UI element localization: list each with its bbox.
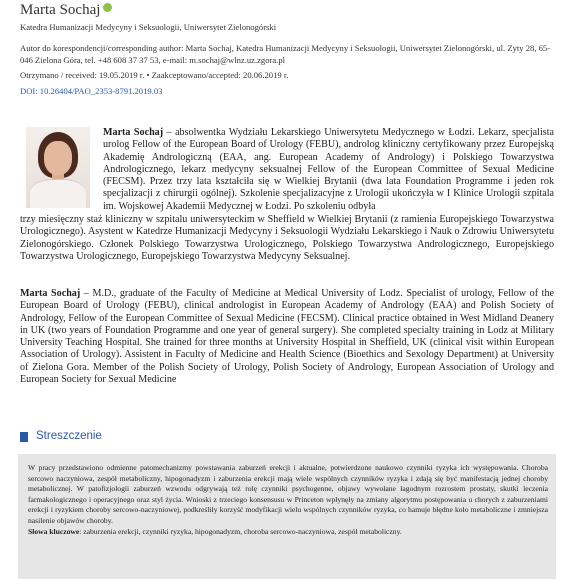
- abstract-body: W pracy przedstawiono odmienne patomechanizmy powstawania zaburzeń erekcji i aktualne, potwierdzone naukowo czynniki ryzyka ich występowania. Choroba sercowo naczyniowa, zespół metaboliczny, hipogonadyzm i zaburzenia erekcji mają wiele wspólnych czynników ryzyka i zdają się być manifestacją jednej choroby metabolicznej. W patofizjologii zaburzeń wzwodu odgrywają też rolę czynniki psychogenne, objawy wywołane łagodnym rozrostem prostaty, skutki leczenia farmakologicznego i operacyjnego oraz styl życia. Wnioski z trzeciego konsensusu w Princeton wpłynęły na zmiany algorytmu postępowania u chorych z zaburzeniami erekcji i ryzykiem choroby sercowo-naczyniowej, podkreśliły korzyść modyfikacji wielu wspólnych czynników ryzyka, co hamuje błędne koło metaboliczne i zmniejsza nasilenie objawów choroby.: [28, 463, 548, 525]
- abstract-heading: Streszczenie: [36, 430, 102, 442]
- keywords-list: : zaburzenia erekcji, czynniki ryzyka, hipogonadyzm, choroba sercowo-naczyniowa, zespół metaboliczny.: [79, 526, 402, 536]
- bio-english: [20, 288, 554, 386]
- section-marker-icon: [20, 432, 28, 442]
- received-accepted-dates: Otrzymano / received: 19.05.2019 r. • Zaakceptowano/accepted: 20.06.2019 r.: [20, 70, 289, 80]
- corresponding-author: Autor do korespondencji/corresponding author: Marta Sochaj, Katedra Humanizacji Medycyny i Seksuologii, Uniwersytet Zielonogórski, ul. Zyty 28, 65-046 Zielona Góra, tel. +48 608 37 37 53, e-mail: m.sochaj@wlnz.uz.zgora.pl: [20, 43, 551, 65]
- bio-polish-text: – absolwentka Wydziału Lekarskiego Uniwersytetu Medycznego w Łodzi. Lekarz, specjalista urolog Fellow of the European Board of Urology (FEBU), androlog kliniczny certyfikowany przez Europejską Akademię Andrologiczną (EAA, ang. European Academy of Andrology) i Polskiego Towarzystwa Andrologicznego, lekarz medycyny seksualnej Fellow of the European Committee of Sexual Medicine (FECSM). Przez trzy lata kształciła się w Wielkiej Brytanii (dwa lata Foundation Programme i jeden rok specjalizacji z chirurgii ogólnej). Szkolenie specjalizacyjne z Urologii ukończyła w I Klinice Urologii szpitala im. Wojskowej Akademii Medycznej w Łodzi. Po szkoleniu odbyła: [103, 127, 554, 212]
- author-photo: [26, 127, 90, 208]
- orcid-icon[interactable]: [103, 3, 112, 12]
- abstract-text: [28, 463, 548, 537]
- affiliation: Katedra Humanizacji Medycyny i Seksuologii, Uniwersytet Zielonogórski: [20, 22, 277, 32]
- bio-english-text: – M.D., graduate of the Faculty of Medicine at Medical University of Lodz. Specialist of urology, Fellow of the European Board of Urology (FEBU), clinical andrologist in European Academy of Andrology (EAA) and Polish Society of Andrology, Fellow of the European Committee of Sexual Medicine (FECSM). Clinical practice obtained in West Midland Deanery in UK (two years of Foundation Programme and one year of general surgery). She completed specialty training in Lodz at Military University Teaching Hospital. She trained for three months at University Hospital in Sheffield, UK (clinical visit within European Association of Urology). Assistent in Faculty of Medicine and Health Science (Bioethics and Sexology Department) at University of Zielona Gora. Member of the Polish Society of Urology, Polish Society of Andrology, European Association of Urology and European Society for Sexual Medicine: [20, 288, 554, 386]
- bio-polish-name: Marta Sochaj: [103, 127, 164, 138]
- bio-polish: [103, 127, 554, 213]
- doi-link[interactable]: DOI: 10.26404/PAO_2353-8791.2019.03: [20, 86, 163, 96]
- author-name: Marta Sochaj: [20, 2, 112, 19]
- bio-polish-continued: trzy miesięczny staż kliniczny w szpitalu uniwersyteckim w Sheffield w Wielkiej Brytanii (z ramienia Europejskiego Towarzystwa Urologicznego). Asystent w Katedrze Humanizacji Medycyny i Seksuologii Wydziału Lekarskiego i Nauk o Zdrowiu Uniwersytetu Zielonogórskiego. Członek Polskiego Towarzystwa Urologicznego, Polskiego Towarzystwa Andrologicznego, Europejskiego Towarzystwa Urologicznego, Europejskiego Towarzystwa Medycyny Seksualnej.: [20, 214, 554, 262]
- keywords-label: Słowa kluczowe: [28, 526, 80, 536]
- bio-english-name: Marta Sochaj: [20, 288, 81, 299]
